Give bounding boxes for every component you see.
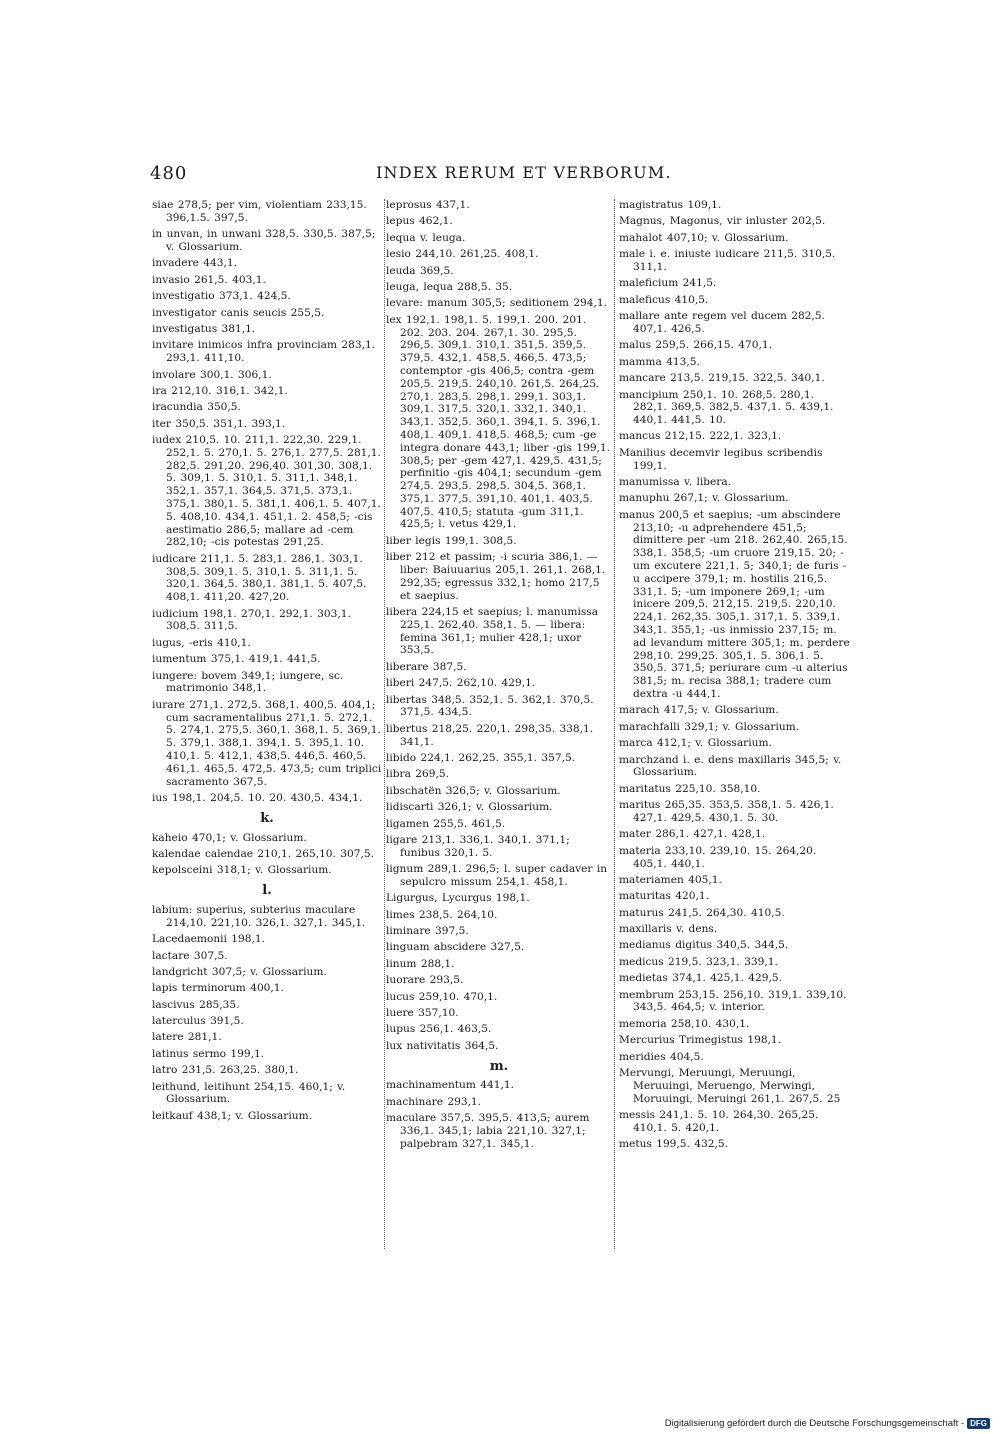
index-entry: magistratus 109,1. — [619, 199, 722, 211]
page-number: 480 — [150, 163, 188, 184]
index-entry: latinus sermo 199,1. — [152, 1047, 265, 1060]
index-entry: mater 286,1. 427,1. 428,1. — [619, 828, 766, 841]
index-entry: ius 198,1. 204,5. 10. 20. 430,5. 434,1. — [152, 791, 363, 804]
index-column-left — [152, 199, 382, 1126]
index-entry: Mercurius Trimegistus 198,1. — [619, 1034, 782, 1047]
index-entry: lidiscarti 326,1; v. Glossarium. — [386, 801, 553, 814]
index-entry: malus 259,5. 266,15. 470,1. — [619, 339, 772, 352]
index-entry: lactare 307,5. — [152, 949, 228, 962]
index-entry: medietas 374,1. 425,1. 429,5. — [619, 972, 782, 985]
index-entry: latro 231,5. 263,25. 380,1. — [152, 1064, 299, 1077]
index-entry: involare 300,1. 306,1. — [152, 368, 272, 381]
index-entry: invadere 443,1. — [152, 257, 237, 270]
digitization-credit — [665, 1418, 990, 1429]
index-entry: libera 224,15 et saepius; l. manumissa 225,1. 262,40. 358,1. 5. — libera: femina 361,1; mulier 428,1; uxor 353,5. — [386, 606, 599, 657]
index-entry: iumentum 375,1. 419,1. 441,5. — [152, 653, 321, 666]
index-entry: maritus 265,35. 353,5. 358,1. 5. 426,1. 427,1. 429,5. 430,1. 5. 30. — [619, 799, 834, 824]
index-entry: lascivus 285,35. — [152, 998, 240, 1011]
index-entry: maleficus 410,5. — [619, 293, 709, 306]
index-entry: memoria 258,10. 430,1. — [619, 1017, 750, 1030]
index-entry: linguam abscidere 327,5. — [386, 941, 525, 954]
index-entry: maxillaris v. dens. — [619, 923, 718, 936]
dfg-logo: DFG — [967, 1418, 990, 1429]
index-entry: mancare 213,5. 219,15. 322,5. 340,1. — [619, 372, 825, 385]
index-entry: Manilius decemvir legibus scribendis 199,1. — [619, 446, 823, 472]
index-entry: marach 417,5; v. Glossarium. — [619, 704, 779, 717]
index-entry: liminare 397,5. — [386, 925, 469, 938]
index-entry: meridies 404,5. — [619, 1050, 704, 1063]
index-entry: medicus 219,5. 323,1. 339,1. — [619, 955, 778, 968]
index-entry: metus 199,5. 432,5. — [619, 1138, 728, 1151]
index-column-middle — [386, 199, 612, 1154]
index-entry: investigator canis seucis 255,5. — [152, 306, 325, 319]
index-entry: luere 357,10. — [386, 1007, 459, 1020]
index-entry: linum 288,1. — [386, 957, 455, 970]
index-entry: marca 412,1; v. Glossarium. — [619, 737, 772, 750]
index-entry: lux nativitatis 364,5. — [386, 1039, 499, 1052]
index-entry: lucus 259,10. 470,1. — [386, 990, 498, 1003]
index-entry: investigatus 381,1. — [152, 322, 256, 335]
index-entry: kaheio 470,1; v. Glossarium. — [152, 831, 307, 844]
index-entry: limes 238,5. 264,10. — [386, 908, 498, 921]
index-entry: ligare 213,1. 336,1. 340,1. 371,1; funibus 320,1. 5. — [386, 833, 570, 859]
index-entry: iudex 210,5. 10. 211,1. 222,30. 229,1. 252,1. 5. 270,1. 5. 276,1. 277,5. 281,1. 282,5. 291,20. 296,40. 301,30. 308,1. 5. 309,1. 5. 310,1. 5. 311,1. 348,1. 352,1. 357,1. 364,5. 371,5. 373,1. 375,1. 380,1. 5. 381,1. 406,1. 5. 407,1. 5. 408,10. 434,1. 451,1. 2. 458,5; -cis aestimatio 286,5; mallare ad -cem 282,10; -cis potestas 291,25. — [152, 434, 381, 549]
index-entry: leuga, lequa 288,5. 35. — [386, 280, 513, 293]
running-head: INDEX RERUM ET VERBORUM. — [376, 163, 672, 182]
index-entry: materiamen 405,1. — [619, 873, 722, 886]
index-entry: kepolsceini 318,1; v. Glossarium. — [152, 864, 332, 877]
index-entry: messis 241,1. 5. 10. 264,30. 265,25. 410,1. 5. 420,1. — [619, 1108, 819, 1134]
section-letter: m. — [489, 1058, 509, 1074]
index-entry: lesio 244,10. 261,25. 408,1. — [386, 248, 539, 261]
index-entry: maturus 241,5. 264,30. 410,5. — [619, 906, 785, 919]
index-entry: Magnus, Magonus, vir inluster 202,5. — [619, 215, 826, 228]
index-entry: kalendae calendae 210,1. 265,10. 307,5. — [152, 847, 374, 860]
index-entry: leitkauf 438,1; v. Glossarium. — [152, 1109, 312, 1122]
index-entry: lignum 289,1. 296,5; l. super cadaver in sepulcro missum 254,1. 458,1. — [386, 863, 608, 888]
index-entry: libertus 218,25. 220,1. 298,35. 338,1. 341,1. — [386, 722, 594, 748]
index-entry: male i. e. iniuste iudicare 211,5. 310,5. 311,1. — [619, 248, 836, 273]
index-entry: mallare ante regem vel ducem 282,5. 407,1. 426,5. — [619, 310, 825, 335]
index-entry: manus 200,5 et saepius; -um abscindere 213,10; -u adprehendere 451,5; dimittere per -um 218. 262,40. 265,15. 338,1. 358,5; -um cruore 219,15. 20; -um excutere 221,1. 5; 340,1; de furis -u accipere 379,1; m. hostilis 216,5. 331,1. 5; -um imponere 269,1; -um inicere 209,5. 212,15. 219,5. 220,10. 224,1. 262,35. 305,1. 317,1. 5. 339,1. 343,1. 355,1; -us inmissio 237,15; m. ad levandum mittere 305,1; m. perdere 298,10. 299,25. 305,1. 5. 306,1. 5. 350,5. 371,5; periurare cum -u alterius 381,5; m. recisa 388,1; tradere cum dextra -u 444,1. — [619, 508, 850, 700]
index-entry: landgricht 307,5; v. Glossarium. — [152, 965, 327, 978]
index-entry: liber 212 et passim; -i scuria 386,1. — liber: Baiuuarius 205,1. 261,1. 268,1. 292,35; egressus 332,1; homo 217,5 et saepius. — [386, 551, 606, 602]
section-letter: k. — [260, 810, 274, 826]
credit-text: Digitalisierung gefördert durch die Deutsche Forschungsgemeinschaft - — [664, 1418, 965, 1429]
index-entry: manuphu 267,1; v. Glossarium. — [619, 492, 789, 505]
index-entry: leithund, leitihunt 254,15. 460,1; v. Glossarium. — [152, 1080, 346, 1106]
index-entry: marachfalli 329,1; v. Glossarium. — [619, 720, 800, 733]
index-entry: libertas 348,5. 352,1. 5. 362,1. 370,5. 371,5. 434,5. — [386, 693, 594, 719]
index-entry: materia 233,10. 239,10. 15. 264,20. 405,1. 440,1. — [619, 844, 817, 870]
index-entry: libido 224,1. 262,25. 355,1. 357,5. — [386, 751, 576, 764]
index-entry: luorare 293,5. — [386, 974, 464, 987]
index-entry: mahalot 407,10; v. Glossarium. — [619, 231, 789, 244]
index-entry: mamma 413,5. — [619, 355, 700, 368]
index-entry: lupus 256,1. 463,5. — [386, 1023, 492, 1036]
index-entry: Lacedaemonii 198,1. — [152, 933, 266, 946]
index-entry: lequa v. leuga. — [386, 231, 466, 244]
index-entry: mancipium 250,1. 10. 268,5. 280,1. 282,1. 369,5. 382,5. 437,1. 5. 439,1. 440,1. 441,5. 10. — [619, 388, 834, 427]
index-entry: levare: manum 305,5; seditionem 294,1. — [386, 297, 608, 310]
index-entry: liber legis 199,1. 308,5. — [386, 534, 517, 547]
index-entry: lapis terminorum 400,1. — [152, 982, 284, 995]
index-entry: laterculus 391,5. — [152, 1015, 244, 1028]
index-entry: Ligurgus, Lycurgus 198,1. — [386, 892, 530, 905]
column-divider-1 — [384, 199, 385, 1249]
section-letter: l. — [262, 883, 272, 899]
column-divider-2 — [614, 199, 615, 1249]
index-entry: medianus digitus 340,5. 344,5. — [619, 939, 789, 952]
index-entry: leuda 369,5. — [386, 264, 454, 277]
index-entry: membrum 253,15. 256,10. 319,1. 339,10. 343,5. 464,5; v. interior. — [619, 988, 847, 1014]
index-entry: leprosus 437,1. — [386, 199, 470, 211]
index-entry: liberare 387,5. — [386, 660, 467, 673]
index-column-right — [619, 199, 851, 1155]
index-entry: machinamentum 441,1. — [386, 1079, 514, 1092]
index-entry: ira 212,10. 316,1. 342,1. — [152, 384, 288, 397]
index-entry: iudicium 198,1. 270,1. 292,1. 303,1. 308,5. 311,5. — [152, 607, 351, 633]
index-entry: iudicare 211,1. 5. 283,1. 286,1. 303,1. 308,5. 309,1. 5. 310,1. 5. 311,1. 5. 320,1. 364,5. 380,1. 381,1. 5. 407,5. 408,1. 411,20. 427,20. — [152, 552, 367, 604]
index-entry: in unvan, in unwani 328,5. 330,5. 387,5; v. Glossarium. — [152, 228, 376, 253]
index-entry: maculare 357,5. 395,5. 413,5; aurem 336,1. 345,1; labia 221,10. 327,1; palpebram 327,1. 345,1. — [386, 1112, 590, 1150]
index-entry: lepus 462,1. — [386, 215, 453, 228]
index-entry: machinare 293,1. — [386, 1095, 482, 1108]
index-entry: iter 350,5. 351,1. 393,1. — [152, 417, 286, 430]
index-entry: iurare 271,1. 272,5. 368,1. 400,5. 404,1; cum sacramentalibus 271,1. 5. 272,1. 5. 274,1. 275,5. 360,1. 368,1. 5. 369,1. 5. 379,1. 388,1. 394,1. 5. 395,1. 10. 410,1. 5. 412,1. 438,5. 446,5. 460,5. 461,1. 465,5. 472,5. 473,5; cum triplici sacramento 367,5. — [152, 698, 382, 788]
index-entry: latere 281,1. — [152, 1031, 222, 1044]
index-entry: labium: superius, subterius maculare 214,10. 221,10. 326,1. 327,1. 345,1. — [152, 903, 366, 929]
index-entry: marchzand i. e. dens maxillaris 345,5; v. Glossarium. — [619, 753, 842, 779]
index-entry: mancus 212,15. 222,1. 323,1. — [619, 430, 782, 443]
index-entry: lex 192,1. 198,1. 5. 199,1. 200. 201. 202. 203. 204. 267,1. 30. 295,5. 296,5. 309,1. 310,1. 351,5. 359,5. 379,5. 432,1. 458,5. 466,5. 473,5; contemptor -gis 406,5; contra -gem 205,5. 219,5. 240,10. 261,5. 264,25. 270,1. 283,5. 298,1. 299,1. 303,1. 309,1. 317,5. 320,1. 332,1. 340,1. 343,1. 352,5. 360,1. 394,1. 5. 396,1. 408,1. 409,1. 418,5. 468,5; cum -ge integra donare 443,1; liber -gis 199,1. 308,5; per -gem 427,1. 429,5. 431,5; perfinitio -gis 404,1; secundum -gem 274,5. 293,5. 298,5. 304,5. 368,1. 375,1. 377,5. 391,10. 401,1. 403,5. 407,5. 410,5; statuta -gum 311,1. 425,5; l. vetus 429,1. — [386, 313, 611, 531]
index-entry: liberi 247,5. 262,10. 429,1. — [386, 677, 536, 690]
index-entry: siae 278,5; per vim, violentiam 233,15. 396,1.5. 397,5. — [152, 199, 367, 224]
index-entry: iracundia 350,5. — [152, 401, 241, 414]
index-entry: investigatio 373,1. 424,5. — [152, 290, 291, 303]
index-entry: Mervungi, Meruungi, Meruungi, Meruuingi, Meruengo, Merwingi, Moruuingi, Meruingi 261,1. 267,5. 25 — [619, 1067, 841, 1105]
index-entry: libschatën 326,5; v. Glossarium. — [386, 784, 561, 797]
index-entry: manumissa v. libera. — [619, 476, 732, 489]
index-entry: libra 269,5. — [386, 768, 450, 781]
index-entry: maturitas 420,1. — [619, 890, 709, 903]
index-entry: invasio 261,5. 403,1. — [152, 273, 266, 286]
index-entry: invitare inimicos infra provinciam 283,1. 293,1. 411,10. — [152, 339, 376, 365]
index-entry: iungere: bovem 349,1; iungere, sc. matrimonio 348,1. — [152, 669, 344, 695]
index-entry: ligamen 255,5. 461,5. — [386, 817, 506, 830]
index-entry: maleficium 241,5. — [619, 277, 717, 290]
index-entry: maritatus 225,10. 358,10. — [619, 782, 761, 795]
index-entry: iugus, -eris 410,1. — [152, 636, 251, 649]
